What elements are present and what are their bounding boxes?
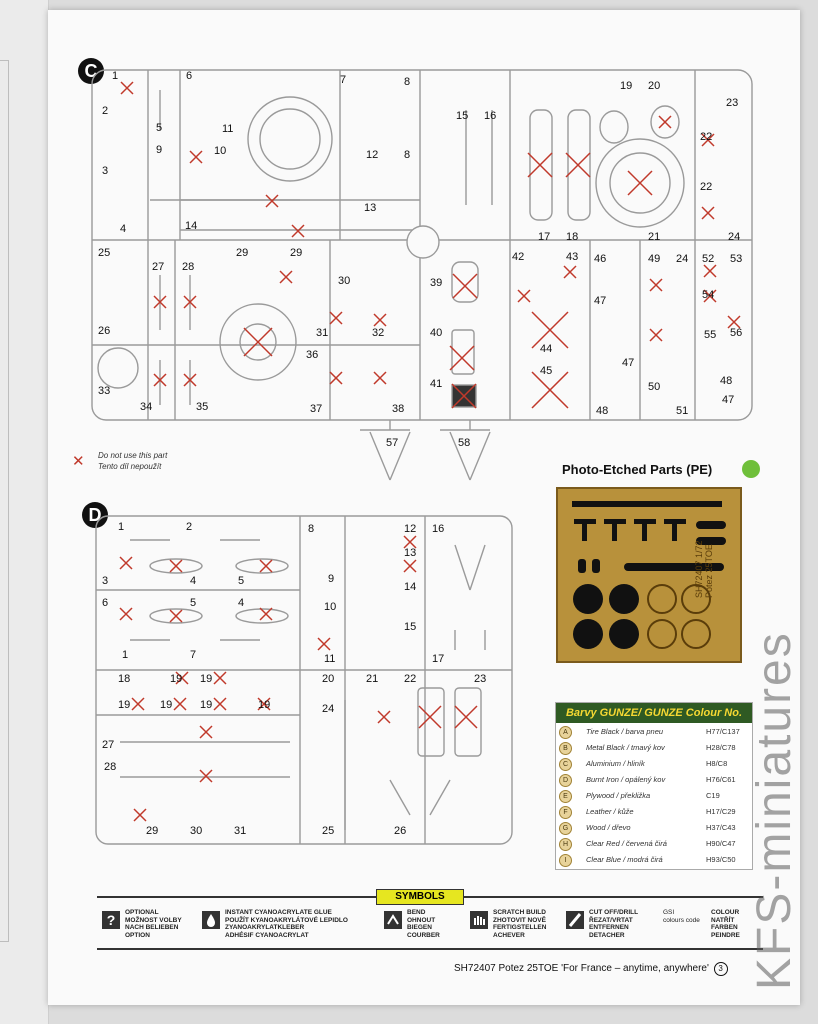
- sprue-c-part-number: 7: [340, 74, 347, 86]
- symbol-gsi-text: GSI colours code: [663, 909, 700, 924]
- sprue-c-part-number: 26: [98, 325, 111, 337]
- sprue-c-part-number: 42: [512, 251, 525, 263]
- sprue-d-part-number: 8: [308, 523, 315, 535]
- sprue-d-part-number: 19: [160, 699, 173, 711]
- sprue-c-part-number: 19: [620, 80, 633, 92]
- colour-code: H8/C8: [706, 759, 728, 768]
- sprue-c-part-number: 38: [392, 403, 405, 415]
- sprue-d-part-number: 20: [322, 673, 335, 685]
- colour-name: Metal Black / tmavý kov: [586, 743, 665, 752]
- sprue-d-part-number: 12: [404, 523, 417, 535]
- unused-part-cross: [132, 698, 144, 710]
- sprue-d-part-number: 21: [366, 673, 379, 685]
- unused-part-cross: [120, 557, 132, 569]
- sprue-c-part-number: 3: [102, 165, 109, 177]
- pe-fret-image: [556, 487, 742, 663]
- glue-drop-icon: [742, 460, 760, 478]
- unused-part-cross: [170, 560, 182, 572]
- pe-code-1: SH72407 1/72: [694, 540, 704, 598]
- colour-name: Clear Blue / modrá čirá: [586, 855, 663, 864]
- sprue-c-part-number: 24: [676, 253, 689, 265]
- sprue-c-part-number: 55: [704, 329, 717, 341]
- sprue-c-part-number: 27: [152, 261, 165, 273]
- sprue-c-part-number: 52: [702, 253, 715, 265]
- unused-part-cross: [174, 698, 186, 710]
- sprue-d-part-number: 30: [190, 825, 203, 837]
- colour-row: [556, 725, 752, 740]
- sprue-d-part-number: 18: [118, 673, 131, 685]
- colour-letter: E: [559, 790, 572, 803]
- sprue-c-part-number: 20: [648, 80, 661, 92]
- sprue-d-badge: D: [82, 502, 108, 528]
- colour-row: [556, 821, 752, 836]
- bend-icon: [383, 910, 403, 930]
- glue-drop-icon: [201, 910, 221, 930]
- footer-text: SH72407 Potez 25TOE 'For France – anytime, anywhere': [454, 963, 709, 974]
- colour-letter: D: [559, 774, 572, 787]
- sprue-c-part-number: 28: [182, 261, 195, 273]
- sprue-d-part-number: 15: [404, 621, 417, 633]
- sprue-d-part-number: 19: [200, 673, 213, 685]
- colour-code: H90/C47: [706, 839, 736, 848]
- unused-part-cross: [120, 608, 132, 620]
- sprue-c-part-number: 18: [566, 231, 579, 243]
- sprue-d-part-number: 24: [322, 703, 335, 715]
- sprue-c-part-number: 47: [722, 394, 735, 406]
- colour-name: Burnt Iron / opálený kov: [586, 775, 666, 784]
- colour-row: [556, 741, 752, 756]
- symbols-bar: [97, 891, 763, 950]
- sprue-c-part-number: 29: [290, 247, 303, 259]
- sprue-c-part-number: 10: [214, 145, 227, 157]
- hand-icon: [469, 910, 489, 930]
- sprue-c-part-number: 17: [538, 231, 551, 243]
- colour-code: H77/C137: [706, 727, 740, 736]
- page-footer: [454, 962, 728, 976]
- symbols-header: SYMBOLS: [376, 889, 464, 905]
- svg-text:?: ?: [106, 912, 116, 928]
- sprue-d-part-number: 22: [404, 673, 417, 685]
- symbol-bend-text: BEND OHNOUT BIEGEN COURBER: [407, 909, 440, 939]
- sprue-c-part-number: 36: [306, 349, 319, 361]
- sprue-d-part-number: 7: [190, 649, 197, 661]
- colour-code: H37/C43: [706, 823, 736, 832]
- symbol-glue-text: INSTANT CYANOACRYLATE GLUE POUŽÍT KYANOAKRYLÁTOVÉ LEPIDLO ZYANOAKRYLATKLEBER ADHÉSIF CYANOACRYLAT: [225, 909, 348, 939]
- sprue-c-part-number: 57: [386, 437, 399, 449]
- sprue-d-part-number: 27: [102, 739, 115, 751]
- sprue-c-part-number: 45: [540, 365, 553, 377]
- unused-part-cross: [134, 809, 146, 821]
- cross-icon: ✕: [72, 453, 85, 470]
- symbol-cut-text: CUT OFF/DRILL ŘEZAT/VRTAT ENTFERNEN DETACHER: [589, 909, 639, 939]
- sprue-c-part-number: 49: [648, 253, 661, 265]
- sprue-d-part-number: 13: [404, 547, 417, 559]
- sprue-d-part-number: 28: [104, 761, 117, 773]
- colour-code: H93/C50: [706, 855, 736, 864]
- sprue-d-part-number: 17: [432, 653, 445, 665]
- colour-row: [556, 853, 752, 868]
- sprue-d-part-number: 25: [322, 825, 335, 837]
- sprue-d-part-number: 6: [102, 597, 109, 609]
- colour-row: [556, 789, 752, 804]
- sprue-c-part-number: 4: [120, 223, 127, 235]
- unused-part-cross: [378, 711, 390, 723]
- sprue-d-part-number: 3: [102, 575, 109, 587]
- cut-icon: [565, 910, 585, 930]
- sprue-c-part-number: 54: [702, 289, 715, 301]
- sprue-d-part-number: 5: [238, 575, 245, 587]
- unused-part-cross: [200, 770, 212, 782]
- sprue-d-part-number: 10: [324, 601, 337, 613]
- symbol-scratch-text: SCRATCH BUILD ZHOTOVIT NOVĚ FERTIGSTELLEN ACHEVER: [493, 909, 547, 939]
- sprue-c-part-number: 21: [648, 231, 661, 243]
- unused-part-cross: [404, 560, 416, 572]
- sprue-d-part-number: 11: [324, 653, 336, 665]
- sprue-c-part-number: 6: [186, 70, 193, 82]
- sprue-c-part-number: 22: [700, 131, 713, 143]
- sprue-c-part-number: 8: [404, 76, 411, 88]
- sprue-c-part-number: 8: [404, 149, 411, 161]
- sprue-c-part-number: 11: [222, 123, 234, 135]
- sprue-c-part-number: 23: [726, 97, 739, 109]
- watermark: KFS-miniatures: [748, 631, 801, 990]
- sprue-c-part-number: 47: [622, 357, 635, 369]
- legend-line-1: Do not use this part: [98, 451, 168, 460]
- sprue-c-part-number: 43: [566, 251, 579, 263]
- sprue-c-part-number: 22: [700, 181, 713, 193]
- colour-code: H76/C61: [706, 775, 736, 784]
- sprue-c-part-number: 58: [458, 437, 471, 449]
- colour-code: C19: [706, 791, 720, 800]
- sprue-c-part-number: 30: [338, 275, 351, 287]
- colour-letter: F: [559, 806, 572, 819]
- colour-letter: A: [559, 726, 572, 739]
- unused-part-cross: [200, 726, 212, 738]
- sprue-c-part-number: 24: [728, 231, 741, 243]
- colour-letter: H: [559, 838, 572, 851]
- sprue-c-part-number: 47: [594, 295, 607, 307]
- unused-part-cross: [260, 560, 272, 572]
- pe-code-2: Potez 25TOE: [704, 544, 714, 598]
- sprue-d-part-number: 19: [118, 699, 131, 711]
- sprue-c-part-number: 16: [484, 110, 497, 122]
- sprue-c-part-number: 41: [430, 378, 443, 390]
- sprue-c-part-number: 48: [720, 375, 733, 387]
- sprue-c-part-number: 46: [594, 253, 607, 265]
- colour-name: Wood / dřevo: [586, 823, 631, 832]
- sprue-d-part-number: 1: [122, 649, 129, 661]
- colour-letter: I: [559, 854, 572, 867]
- sprue-c-part-number: 33: [98, 385, 111, 397]
- pe-fret-code: [694, 540, 714, 598]
- pe-title: Photo-Etched Parts (PE): [562, 462, 713, 477]
- question-icon: [101, 910, 121, 930]
- colour-letter: C: [559, 758, 572, 771]
- sprue-c-part-number: 5: [156, 122, 163, 134]
- unused-part-cross: [260, 608, 272, 620]
- sprue-c-part-number: 29: [236, 247, 249, 259]
- sprue-c-part-number: 37: [310, 403, 323, 415]
- colour-name: Aluminium / hliník: [586, 759, 645, 768]
- sprue-c-part-number: 53: [730, 253, 743, 265]
- sprue-c-part-number: 12: [366, 149, 379, 161]
- sprue-d-part-number: 29: [146, 825, 159, 837]
- sprue-c-part-number: 13: [364, 202, 377, 214]
- sprue-c-part-number: 56: [730, 327, 743, 339]
- unused-part-cross: [419, 706, 441, 728]
- sprue-c-part-number: 44: [540, 343, 553, 355]
- symbol-optional-text: OPTIONAL MOŽNOST VOLBY NACH BELIEBEN OPTION: [125, 909, 182, 939]
- sprue-c-part-number: 39: [430, 277, 443, 289]
- colour-name: Leather / kůže: [586, 807, 634, 816]
- unused-part-cross: [318, 638, 330, 650]
- unused-part-cross: [214, 698, 226, 710]
- sprue-d-part-number: 4: [238, 597, 245, 609]
- colour-table-title: Barvy GUNZE/ GUNZE Colour No.: [556, 703, 752, 723]
- sprue-d-part-number: 23: [474, 673, 487, 685]
- sprue-d-part-number: 5: [190, 597, 197, 609]
- sprue-c-part-number: 32: [372, 327, 385, 339]
- sprue-c-part-number: 14: [185, 220, 198, 232]
- sprue-d-part-number: 1: [118, 521, 125, 533]
- sprue-c-part-number: 15: [456, 110, 469, 122]
- sprue-c-part-number: 35: [196, 401, 209, 413]
- sprue-c-part-number: 25: [98, 247, 111, 259]
- page-number: 3: [714, 962, 728, 976]
- sprue-d-part-number: 14: [404, 581, 417, 593]
- sprue-d-part-number: 2: [186, 521, 193, 533]
- sprue-d-part-number: 9: [328, 573, 335, 585]
- legend-line-2: Tento díl nepoužít: [98, 462, 162, 471]
- sprue-c-part-number: 2: [102, 105, 109, 117]
- colour-table: [555, 702, 753, 870]
- sprue-c-badge: C: [78, 58, 104, 84]
- colour-row: [556, 805, 752, 820]
- unused-part-cross: [214, 672, 226, 684]
- colour-name: Tire Black / barva pneu: [586, 727, 664, 736]
- colour-code: H17/C29: [706, 807, 736, 816]
- colour-row: [556, 773, 752, 788]
- unused-part-cross: [455, 706, 477, 728]
- sprue-c-part-number: 48: [596, 405, 609, 417]
- sprue-d-part-number: 31: [234, 825, 247, 837]
- sprue-c-part-number: 51: [676, 405, 689, 417]
- colour-name: Plywood / překližka: [586, 791, 651, 800]
- sprue-c-part-number: 40: [430, 327, 443, 339]
- unused-part-cross: [170, 610, 182, 622]
- sprue-c-part-number: 50: [648, 381, 661, 393]
- sprue-d-part-number: 16: [432, 523, 445, 535]
- colour-row: [556, 757, 752, 772]
- symbol-colour-text: COLOUR NATŘÍT FARBEN PEINDRE: [711, 909, 740, 939]
- sprue-c-part-number: 9: [156, 144, 163, 156]
- sprue-c-part-number: 31: [316, 327, 329, 339]
- colour-row: [556, 837, 752, 852]
- colour-code: H28/C78: [706, 743, 736, 752]
- sprue-d-part-number: 19: [258, 699, 271, 711]
- sprue-d-part-number: 26: [394, 825, 407, 837]
- colour-name: Clear Red / červená čirá: [586, 839, 667, 848]
- sprue-c-part-number: 1: [112, 70, 119, 82]
- sprue-d-part-number: 19: [200, 699, 213, 711]
- sprue-c-part-number: 34: [140, 401, 153, 413]
- sprue-d-part-number: 4: [190, 575, 197, 587]
- sprue-d-part-number: 19: [170, 673, 183, 685]
- colour-letter: G: [559, 822, 572, 835]
- colour-letter: B: [559, 742, 572, 755]
